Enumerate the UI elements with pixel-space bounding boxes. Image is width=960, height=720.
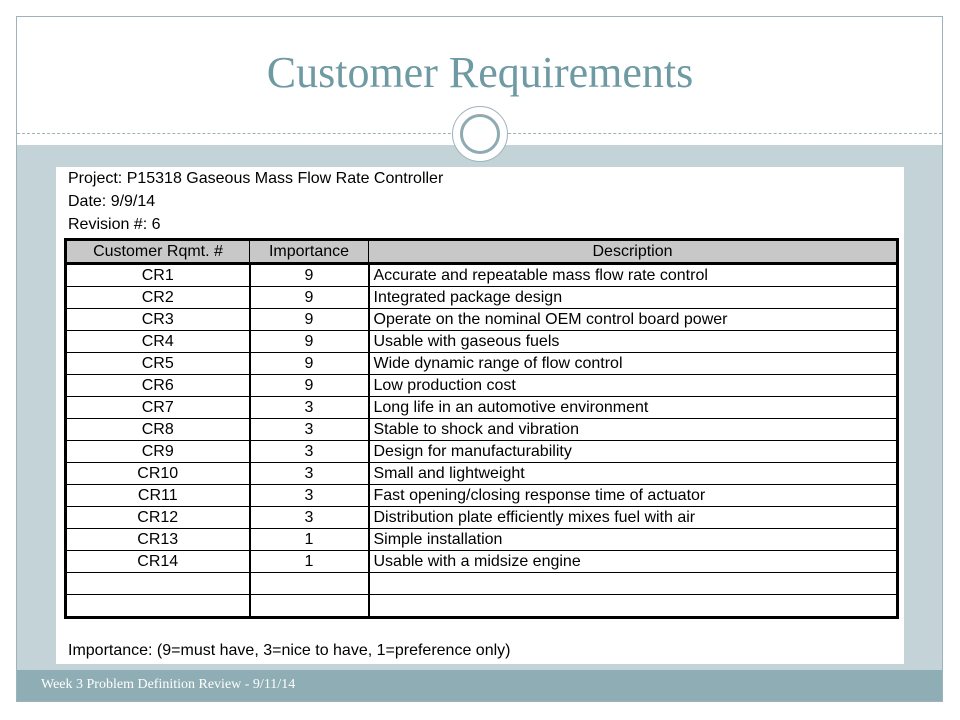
cell-importance: 9 xyxy=(250,264,369,287)
cell-description xyxy=(369,573,898,595)
cell-description: Accurate and repeatable mass flow rate control xyxy=(369,264,898,287)
cell-rqmt-number: CR7 xyxy=(66,397,250,419)
cell-description: Usable with a midsize engine xyxy=(369,551,898,573)
cell-description: Distribution plate efficiently mixes fuel with air xyxy=(369,507,898,529)
table-row xyxy=(66,397,898,419)
cell-rqmt-number: CR6 xyxy=(66,375,250,397)
cell-description: Small and lightweight xyxy=(369,463,898,485)
table-row xyxy=(66,529,898,551)
cell-importance: 3 xyxy=(250,441,369,463)
table-row xyxy=(66,485,898,507)
slide-title: Customer Requirements xyxy=(266,48,694,97)
cell-rqmt-number: CR4 xyxy=(66,331,250,353)
cell-rqmt-number: CR8 xyxy=(66,419,250,441)
header-rqmt-number: Customer Rqmt. # xyxy=(66,240,250,264)
cell-rqmt-number: CR10 xyxy=(66,463,250,485)
cell-importance: 3 xyxy=(250,507,369,529)
cell-description: Stable to shock and vibration xyxy=(369,419,898,441)
cell-importance: 3 xyxy=(250,419,369,441)
cell-importance: 9 xyxy=(250,287,369,309)
decorative-circle-icon xyxy=(452,106,508,162)
cell-description: Low production cost xyxy=(369,375,898,397)
cell-importance xyxy=(250,573,369,595)
cell-rqmt-number: CR13 xyxy=(66,529,250,551)
cell-rqmt-number: CR9 xyxy=(66,441,250,463)
cell-description: Wide dynamic range of flow control xyxy=(369,353,898,375)
requirements-table xyxy=(64,238,899,619)
footer-bar xyxy=(17,670,942,701)
table-header-row xyxy=(66,240,898,264)
cell-description: Usable with gaseous fuels xyxy=(369,331,898,353)
table-row xyxy=(66,507,898,529)
table-row xyxy=(66,353,898,375)
cell-rqmt-number xyxy=(66,573,250,595)
table-row xyxy=(66,264,898,287)
cell-description: Long life in an automotive environment xyxy=(369,397,898,419)
cell-importance: 3 xyxy=(250,463,369,485)
cell-description: Operate on the nominal OEM control board power xyxy=(369,309,898,331)
table-row xyxy=(66,331,898,353)
cell-rqmt-number: CR12 xyxy=(66,507,250,529)
project-line: Project: P15318 Gaseous Mass Flow Rate Controller xyxy=(68,170,444,187)
cell-importance: 9 xyxy=(250,375,369,397)
cell-rqmt-number: CR1 xyxy=(66,264,250,287)
cell-rqmt-number: CR2 xyxy=(66,287,250,309)
cell-rqmt-number: CR11 xyxy=(66,485,250,507)
table-row xyxy=(66,309,898,331)
cell-importance: 9 xyxy=(250,331,369,353)
cell-importance: 1 xyxy=(250,529,369,551)
table-row xyxy=(66,463,898,485)
cell-rqmt-number: CR3 xyxy=(66,309,250,331)
cell-rqmt-number: CR5 xyxy=(66,353,250,375)
cell-description: Design for manufacturability xyxy=(369,441,898,463)
table-row xyxy=(66,551,898,573)
revision-line: Revision #: 6 xyxy=(68,216,161,233)
cell-importance: 9 xyxy=(250,353,369,375)
table-row xyxy=(66,595,898,618)
table-row xyxy=(66,441,898,463)
cell-rqmt-number: CR14 xyxy=(66,551,250,573)
header-description: Description xyxy=(369,240,898,264)
table-row xyxy=(66,419,898,441)
date-line: Date: 9/9/14 xyxy=(68,193,156,210)
decorative-ring-icon xyxy=(460,114,500,154)
cell-description: Simple installation xyxy=(369,529,898,551)
cell-importance: 9 xyxy=(250,309,369,331)
table-row xyxy=(66,375,898,397)
header-importance: Importance xyxy=(250,240,369,264)
footer-text: Week 3 Problem Definition Review - 9/11/14 xyxy=(41,677,296,692)
cell-description xyxy=(369,595,898,618)
cell-importance: 1 xyxy=(250,551,369,573)
cell-description: Integrated package design xyxy=(369,287,898,309)
importance-footnote: Importance: (9=must have, 3=nice to have, 1=preference only) xyxy=(68,642,511,659)
table-row xyxy=(66,573,898,595)
table-body xyxy=(66,264,898,618)
table-row xyxy=(66,287,898,309)
cell-importance: 3 xyxy=(250,485,369,507)
cell-rqmt-number xyxy=(66,595,250,618)
requirements-document xyxy=(56,167,904,664)
cell-importance: 3 xyxy=(250,397,369,419)
cell-description: Fast opening/closing response time of actuator xyxy=(369,485,898,507)
cell-importance xyxy=(250,595,369,618)
